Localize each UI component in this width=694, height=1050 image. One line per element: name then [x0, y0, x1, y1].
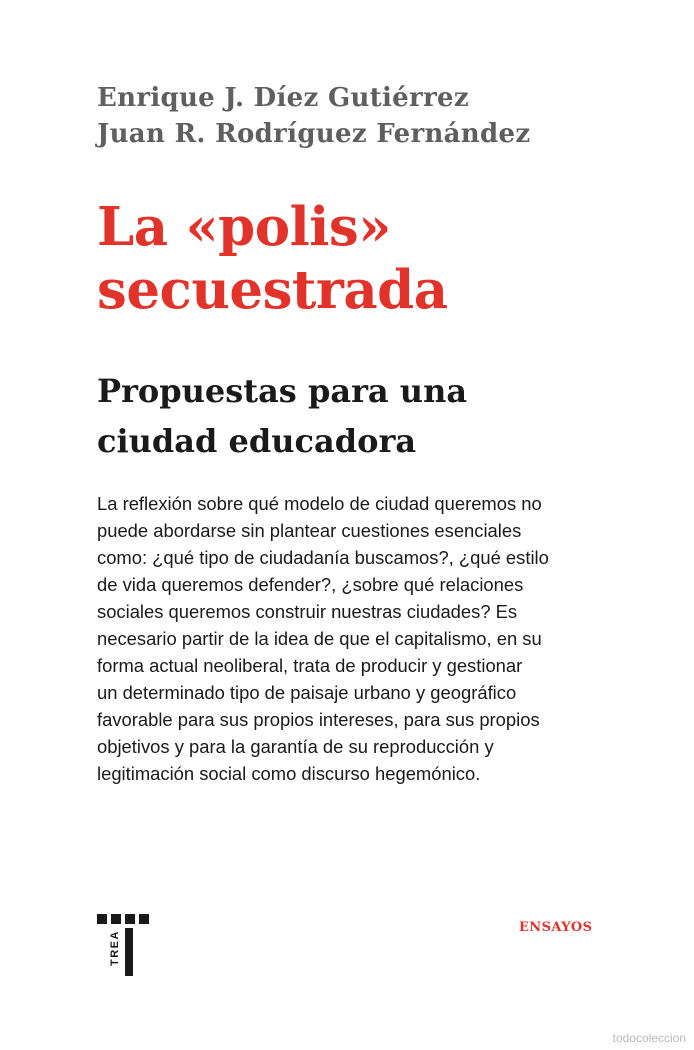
logo-square: [111, 914, 121, 924]
logo-square: [125, 914, 135, 924]
author-name: Enrique J. Díez Gutiérrez: [97, 83, 469, 113]
publisher-name: TREA: [109, 930, 121, 966]
blurb-line: objetivos y para la garantía de su reproducción y: [97, 736, 494, 757]
blurb-line: como: ¿qué tipo de ciudadanía buscamos?, ¿qué estilo: [97, 547, 549, 568]
logo-square: [97, 914, 107, 924]
blurb-line: legitimación social como discurso hegemónico.: [97, 763, 481, 784]
title-line: La «polis»: [97, 196, 391, 258]
subtitle-line: Propuestas para una: [97, 372, 468, 410]
blurb-line: forma actual neoliberal, trata de producir y gestionar: [97, 655, 523, 676]
series-label: ENSAYOS: [519, 920, 593, 935]
book-subtitle: [97, 366, 467, 466]
watermark: todocoleccion: [612, 1031, 686, 1045]
blurb-line: La reflexión sobre qué modelo de ciudad queremos no: [97, 493, 542, 514]
blurb-line: puede abordarse sin plantear cuestiones esenciales: [97, 520, 522, 541]
blurb-line: de vida queremos defender?, ¿sobre qué relaciones: [97, 574, 524, 595]
blurb-line: sociales queremos construir nuestras ciudades? Es: [97, 601, 518, 622]
logo-bar: [125, 928, 133, 976]
author-list: [97, 80, 530, 152]
author-name: Juan R. Rodríguez Fernández: [97, 119, 531, 149]
blurb-text: [97, 490, 617, 787]
blurb-line: necesario partir de la idea de que el capitalismo, en su: [97, 628, 542, 649]
blurb-line: un determinado tipo de paisaje urbano y geográfico: [97, 682, 517, 703]
publisher-logo: [97, 914, 149, 976]
subtitle-line: ciudad educadora: [97, 422, 417, 460]
blurb-line: favorable para sus propios intereses, para sus propios: [97, 709, 540, 730]
book-title: [97, 196, 448, 322]
logo-square: [139, 914, 149, 924]
title-line: secuestrada: [97, 259, 448, 321]
